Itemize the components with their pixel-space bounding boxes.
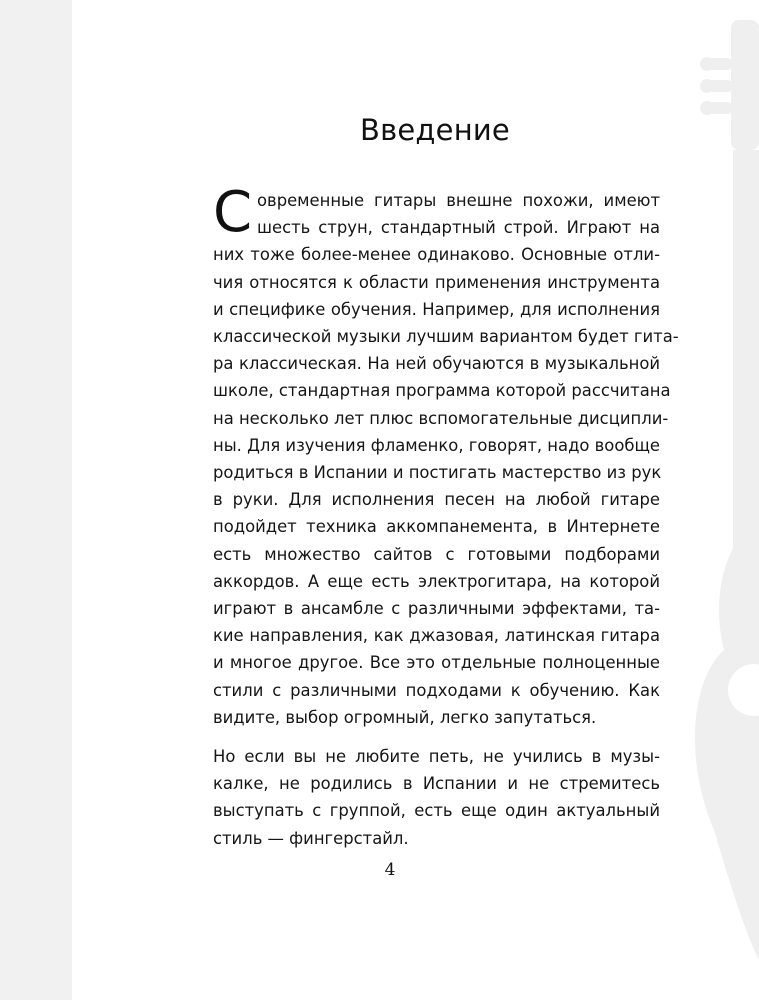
text-line: шесть струн, стандартный строй. Играют на [257, 218, 660, 238]
text-line: есть множество сайтов с готовыми подборами [213, 544, 660, 564]
text-line: и специфике обучения. Например, для исполнения [213, 299, 660, 319]
paragraph-2 [213, 743, 660, 852]
text-line: играют в ансамбле с различными эффектами, та- [213, 599, 660, 619]
text-line: овременные гитары внешне похожи, имеют [257, 191, 660, 210]
text-line: них тоже более-менее одинаково. Основные отли- [213, 245, 660, 265]
text-line: ны. Для изучения фламенко, говорят, надо вообще [213, 435, 660, 455]
text-line: ра классическая. На ней обучаются в музыкальной [213, 354, 660, 374]
text-line: на несколько лет плюс вспомогательные дисципли- [213, 408, 669, 428]
text-line: подойдет техника аккомпанемента, в Интернете [213, 517, 660, 537]
text-line: кие направления, как джазовая, латинская гитара [213, 626, 660, 646]
drop-cap: С [213, 180, 253, 245]
text-line: и многое другое. Все это отдельные полноценные [213, 653, 660, 673]
paragraph-1 [213, 180, 679, 731]
chapter-title: Введение [360, 113, 510, 147]
text-line: в руки. Для исполнения песен на любой гитаре [213, 490, 660, 510]
text-line: аккордов. А еще есть электрогитара, на которой [213, 571, 660, 591]
text-line: родиться в Испании и постигать мастерство из рук [213, 463, 662, 483]
text-line: выступать с группой, есть еще один актуальный [213, 801, 660, 821]
body-text [213, 180, 679, 852]
text-line: стиль — фингерстайл. [213, 828, 409, 848]
text-line: Но если вы не любите петь, не учились в музы- [213, 747, 660, 767]
text-line: школе, стандартная программа которой рассчитана [213, 381, 671, 401]
text-line: стили с различными подходами к обучению. Как [213, 680, 660, 700]
text-line: классической музыки лучшим вариантом будет гита- [213, 327, 679, 347]
text-line: чия относятся к области применения инструмента [213, 272, 660, 292]
text-line: калке, не родились в Испании и не стремитесь [213, 774, 660, 794]
text-line: видите, выбор огромный, легко запутаться. [213, 707, 597, 727]
page-number: 4 [384, 860, 396, 880]
